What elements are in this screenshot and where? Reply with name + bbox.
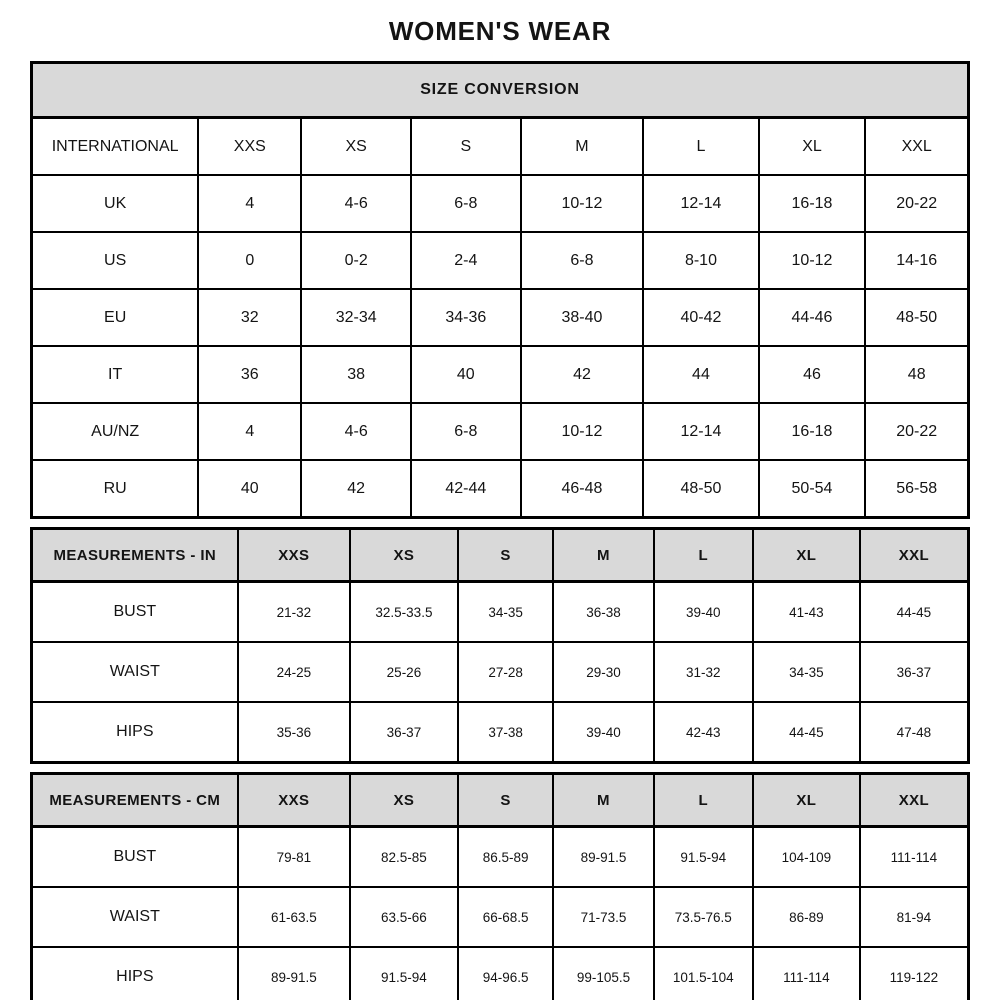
- measurements-cm-table: [30, 772, 970, 1000]
- table-cell: 99-105.5: [553, 947, 653, 1000]
- size-column-header: XXS: [238, 529, 350, 582]
- table-cell: 34-35: [753, 642, 860, 702]
- row-label: UK: [32, 175, 199, 232]
- row-label: HIPS: [32, 947, 238, 1000]
- table-cell: 101.5-104: [654, 947, 753, 1000]
- table-cell: 8-10: [643, 232, 758, 289]
- table-cell: 104-109: [753, 827, 860, 888]
- table-cell: 40-42: [643, 289, 758, 346]
- measurements-in-table-title: MEASUREMENTS - IN: [32, 529, 238, 582]
- table-cell: 47-48: [860, 702, 969, 763]
- table-row: [32, 118, 969, 176]
- table-cell: 6-8: [521, 232, 644, 289]
- size-column-header: M: [553, 529, 653, 582]
- table-cell: 40: [411, 346, 521, 403]
- table-row: [32, 887, 969, 947]
- table-cell: 36-37: [350, 702, 458, 763]
- table-cell: 94-96.5: [458, 947, 554, 1000]
- measurements-in-table: [30, 527, 970, 764]
- table-cell: 63.5-66: [350, 887, 458, 947]
- table-cell: 66-68.5: [458, 887, 554, 947]
- size-conversion-table: [30, 61, 970, 519]
- table-cell: 32-34: [301, 289, 411, 346]
- table-row: [32, 947, 969, 1000]
- table-cell: 82.5-85: [350, 827, 458, 888]
- table-row: [32, 582, 969, 643]
- table-cell: XXL: [865, 118, 968, 176]
- table-row: [32, 642, 969, 702]
- table-cell: 4-6: [301, 175, 411, 232]
- row-label: RU: [32, 460, 199, 518]
- table-cell: 0-2: [301, 232, 411, 289]
- table-row: [32, 346, 969, 403]
- size-column-header: XS: [350, 774, 458, 827]
- row-label: BUST: [32, 827, 238, 888]
- table-cell: 91.5-94: [350, 947, 458, 1000]
- table-cell: 16-18: [759, 403, 866, 460]
- size-column-header: S: [458, 529, 554, 582]
- measurements-in-section: [30, 527, 970, 764]
- table-cell: 39-40: [553, 702, 653, 763]
- table-cell: 86.5-89: [458, 827, 554, 888]
- table-cell: 14-16: [865, 232, 968, 289]
- table-cell: 32: [198, 289, 301, 346]
- size-column-header: S: [458, 774, 554, 827]
- table-cell: M: [521, 118, 644, 176]
- table-cell: 24-25: [238, 642, 350, 702]
- table-cell: 38-40: [521, 289, 644, 346]
- table-cell: 91.5-94: [654, 827, 753, 888]
- table-cell: 20-22: [865, 175, 968, 232]
- table-cell: 10-12: [521, 403, 644, 460]
- table-row: [32, 289, 969, 346]
- table-cell: 12-14: [643, 175, 758, 232]
- table-cell: 27-28: [458, 642, 554, 702]
- table-row: [32, 827, 969, 888]
- table-cell: 42: [301, 460, 411, 518]
- table-cell: 79-81: [238, 827, 350, 888]
- table-cell: 0: [198, 232, 301, 289]
- table-cell: 6-8: [411, 403, 521, 460]
- table-cell: 46: [759, 346, 866, 403]
- table-cell: XL: [759, 118, 866, 176]
- table-cell: S: [411, 118, 521, 176]
- column-header-row: [32, 529, 969, 582]
- table-cell: 2-4: [411, 232, 521, 289]
- table-cell: 40: [198, 460, 301, 518]
- row-label: INTERNATIONAL: [32, 118, 199, 176]
- table-cell: 48-50: [865, 289, 968, 346]
- table-cell: 31-32: [654, 642, 753, 702]
- size-column-header: XXS: [238, 774, 350, 827]
- row-label: US: [32, 232, 199, 289]
- table-row: [32, 403, 969, 460]
- table-cell: 4-6: [301, 403, 411, 460]
- size-conversion-section: [30, 61, 970, 519]
- size-column-header: XS: [350, 529, 458, 582]
- table-cell: 38: [301, 346, 411, 403]
- table-cell: 73.5-76.5: [654, 887, 753, 947]
- size-conversion-table-title: SIZE CONVERSION: [32, 63, 969, 118]
- table-cell: XXS: [198, 118, 301, 176]
- row-label: WAIST: [32, 642, 238, 702]
- table-cell: 25-26: [350, 642, 458, 702]
- table-cell: 44-46: [759, 289, 866, 346]
- column-header-row: [32, 774, 969, 827]
- table-cell: 37-38: [458, 702, 554, 763]
- table-cell: 46-48: [521, 460, 644, 518]
- table-cell: 42-44: [411, 460, 521, 518]
- size-column-header: M: [553, 774, 653, 827]
- table-cell: 44-45: [753, 702, 860, 763]
- table-cell: 50-54: [759, 460, 866, 518]
- table-row: [32, 460, 969, 518]
- table-title-row: [32, 63, 969, 118]
- table-cell: 56-58: [865, 460, 968, 518]
- table-cell: 39-40: [654, 582, 753, 643]
- table-cell: 48-50: [643, 460, 758, 518]
- table-cell: 36-37: [860, 642, 969, 702]
- table-cell: 12-14: [643, 403, 758, 460]
- table-cell: 29-30: [553, 642, 653, 702]
- table-cell: XS: [301, 118, 411, 176]
- table-cell: 89-91.5: [238, 947, 350, 1000]
- table-row: [32, 702, 969, 763]
- table-cell: 86-89: [753, 887, 860, 947]
- table-cell: 4: [198, 403, 301, 460]
- table-cell: 44-45: [860, 582, 969, 643]
- table-cell: 42: [521, 346, 644, 403]
- table-cell: 36-38: [553, 582, 653, 643]
- table-cell: L: [643, 118, 758, 176]
- size-column-header: XL: [753, 529, 860, 582]
- size-column-header: XXL: [860, 529, 969, 582]
- table-cell: 20-22: [865, 403, 968, 460]
- table-row: [32, 232, 969, 289]
- table-row: [32, 175, 969, 232]
- table-cell: 34-35: [458, 582, 554, 643]
- table-cell: 16-18: [759, 175, 866, 232]
- table-cell: 42-43: [654, 702, 753, 763]
- table-cell: 6-8: [411, 175, 521, 232]
- measurements-cm-section: [30, 772, 970, 1000]
- row-label: EU: [32, 289, 199, 346]
- table-cell: 21-32: [238, 582, 350, 643]
- table-cell: 32.5-33.5: [350, 582, 458, 643]
- table-cell: 41-43: [753, 582, 860, 643]
- size-column-header: L: [654, 774, 753, 827]
- table-cell: 119-122: [860, 947, 969, 1000]
- table-cell: 71-73.5: [553, 887, 653, 947]
- row-label: AU/NZ: [32, 403, 199, 460]
- row-label: IT: [32, 346, 199, 403]
- table-cell: 4: [198, 175, 301, 232]
- table-cell: 48: [865, 346, 968, 403]
- table-cell: 35-36: [238, 702, 350, 763]
- table-cell: 10-12: [759, 232, 866, 289]
- table-cell: 81-94: [860, 887, 969, 947]
- table-cell: 36: [198, 346, 301, 403]
- row-label: WAIST: [32, 887, 238, 947]
- row-label: HIPS: [32, 702, 238, 763]
- table-cell: 89-91.5: [553, 827, 653, 888]
- row-label: BUST: [32, 582, 238, 643]
- size-column-header: XL: [753, 774, 860, 827]
- table-cell: 34-36: [411, 289, 521, 346]
- table-cell: 111-114: [753, 947, 860, 1000]
- size-column-header: XXL: [860, 774, 969, 827]
- table-cell: 111-114: [860, 827, 969, 888]
- table-cell: 61-63.5: [238, 887, 350, 947]
- page-title: WOMEN'S WEAR: [388, 16, 612, 46]
- size-column-header: L: [654, 529, 753, 582]
- table-cell: 10-12: [521, 175, 644, 232]
- table-cell: 44: [643, 346, 758, 403]
- measurements-cm-table-title: MEASUREMENTS - CM: [32, 774, 238, 827]
